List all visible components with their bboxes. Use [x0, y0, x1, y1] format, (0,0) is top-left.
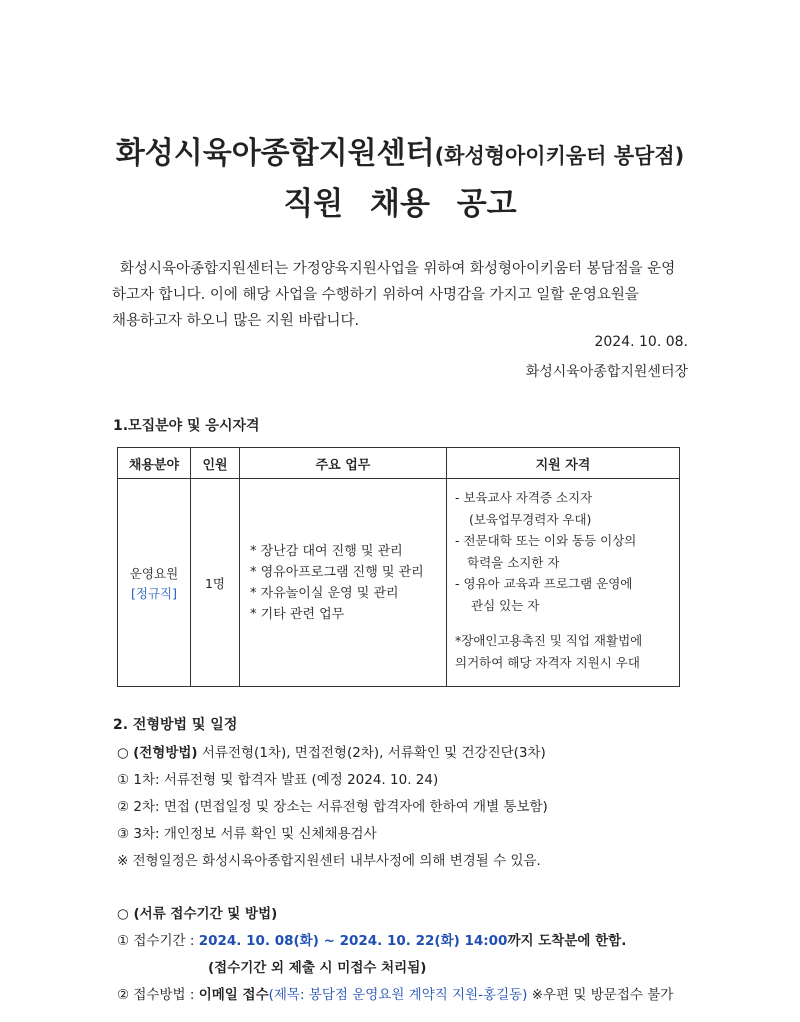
role-name: 운영요원 — [129, 565, 179, 581]
selection-method — [117, 741, 546, 761]
step-2: ② 2차: 면접 (면접일정 및 장소는 서류전형 합격자에 한하여 개별 통보함) — [117, 799, 548, 815]
section2-title: 2. 전형방법 및 일정 — [113, 717, 238, 733]
recruitment-table — [117, 447, 680, 687]
step-1: ① 1차: 서류전형 및 합격자 발표 (예정 2024. 10. 24) — [117, 772, 439, 788]
qual-item: 관심 있는 자 — [471, 597, 540, 613]
qual-item: - 영유아 교육과 프로그램 운영에 — [455, 576, 633, 591]
role-tag: [정규직] — [131, 585, 177, 601]
section3-title: ○ (서류 접수기간 및 방법) — [117, 906, 278, 922]
page-subtitle: 직원 채용 공고 — [283, 186, 517, 222]
quals-cell — [447, 479, 680, 687]
step-3: ③ 3차: 개인정보 서류 확인 및 신체채용검사 — [117, 826, 377, 842]
duty-item: * 장난감 대여 진행 및 관리 — [250, 543, 403, 559]
count-cell: 1명 — [191, 479, 240, 687]
table-header-row — [118, 448, 680, 479]
method-text: 서류전형(1차), 면접전형(2차), 서류확인 및 건강진단(3차) — [197, 745, 546, 761]
table-header: 인원 — [191, 448, 240, 479]
page-title-main: 화성시육아종합지원센터 — [115, 136, 435, 171]
page-title — [0, 128, 800, 172]
qual-item: - 보육교사 자격증 소지자 — [455, 490, 593, 505]
qual-note: 의거하여 해당 자격자 지원시 우대 — [455, 654, 640, 670]
qual-item: - 전문대학 또는 이와 동등 이상의 — [455, 533, 637, 548]
signer: 화성시육아종합지원센터장 — [525, 364, 688, 380]
period-label: ① 접수기간 : — [117, 933, 199, 949]
method-label: ② 접수방법 : — [117, 987, 199, 1003]
period-note: (접수기간 외 제출 시 미접수 처리됨) — [208, 960, 427, 976]
qual-item: 학력을 소지한 자 — [467, 554, 560, 570]
intro-line: 채용하고자 하오니 많은 지원 바랍니다. — [112, 313, 360, 329]
method-subject: (제목: 봉담점 운영요원 계약직 지원-홍길동) — [268, 987, 528, 1003]
application-method — [117, 983, 673, 1003]
role-cell — [118, 479, 191, 687]
intro-line: 하고자 합니다. 이에 해당 사업을 수행하기 위하여 사명감을 가지고 일할 운영요원을 — [112, 287, 639, 303]
intro-line: 화성시육아종합지원센터는 가정양육지원사업을 위하여 화성형아이키움터 봉담점을 운영 — [120, 261, 676, 277]
announcement-date: 2024. 10. 08. — [594, 334, 688, 350]
qual-note: *장애인고용촉진 및 직업 재활법에 — [455, 633, 643, 648]
spacer — [455, 616, 673, 630]
table-header: 채용분야 — [118, 448, 191, 479]
duty-item: * 영유아프로그램 진행 및 관리 — [250, 564, 424, 580]
duties-cell — [240, 479, 447, 687]
method-suffix: ※우편 및 방문접수 불가 — [527, 987, 674, 1003]
page-title-sub: (화성형아이키움터 봉담점) — [434, 144, 685, 168]
schedule-note: ※ 전형일정은 화성시육아종합지원센터 내부사정에 의해 변경될 수 있음. — [117, 853, 541, 869]
circle-bullet: ○ — [117, 745, 134, 761]
duty-item: * 기타 관련 업무 — [250, 606, 345, 622]
method-bold: 이메일 접수 — [198, 987, 269, 1003]
qual-item: (보육업무경력자 우대) — [469, 511, 592, 527]
section1-title: 1.모집분야 및 응시자격 — [113, 418, 260, 434]
duty-item: * 자유놀이실 운영 및 관리 — [250, 585, 399, 601]
period-suffix: 까지 도착분에 한함. — [507, 933, 627, 949]
period-value: 2024. 10. 08(화) ~ 2024. 10. 22(화) 14:00 — [198, 933, 508, 949]
method-label: (전형방법) — [133, 745, 198, 761]
table-row — [118, 479, 680, 687]
table-header: 지원 자격 — [447, 448, 680, 479]
application-period — [117, 929, 626, 949]
table-header: 주요 업무 — [240, 448, 447, 479]
intro-paragraph — [112, 256, 690, 334]
